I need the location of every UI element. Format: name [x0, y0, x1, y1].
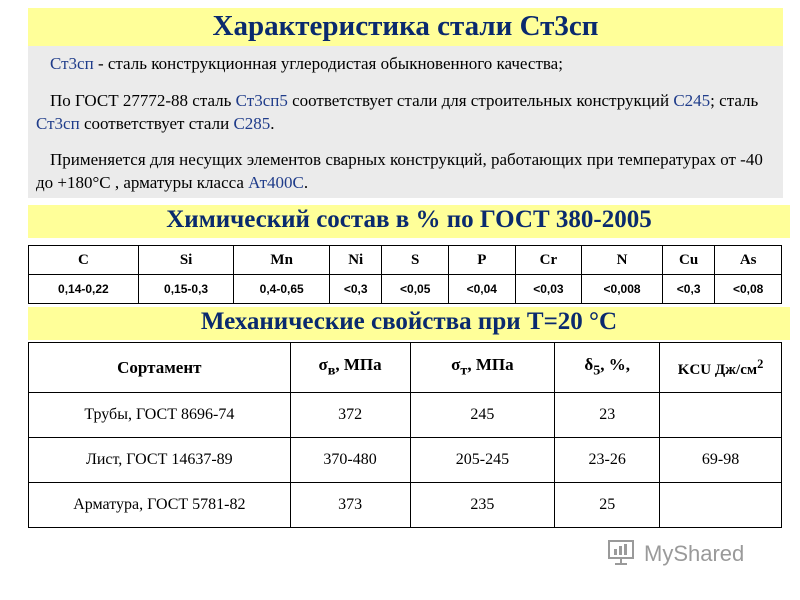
- header-cell-yield-strength: $\sigma_т$, МПа: [410, 343, 555, 393]
- cell: 370-480: [290, 438, 410, 483]
- header-cell: Si: [138, 246, 234, 275]
- header-cell-impact-strength: KCU $Дж/см^2$: [660, 343, 782, 393]
- description-paragraph-3: Применяется для несущих элементов сварных конструкций, работающих при температурах от -40 до +180°С , арматуры класса Ат400С.: [36, 150, 763, 192]
- steel-grade-name: Ст3сп: [50, 54, 94, 73]
- table-row: [29, 438, 782, 483]
- header-cell-tensile-strength: $\sigma_в$, МПа: [290, 343, 410, 393]
- value-cell: <0,04: [449, 275, 516, 304]
- header-cell: Mn: [234, 246, 330, 275]
- mechanical-properties-table: [28, 342, 782, 528]
- table-header-row: [29, 246, 782, 275]
- cell: Арматура, ГОСТ 5781-82: [29, 483, 291, 528]
- value-cell: <0,08: [715, 275, 782, 304]
- description-paragraph-2: По ГОСТ 27772-88 сталь Ст3сп5 соответствует стали для строительных конструкций С245; сталь Ст3сп соответствует стали С285.: [36, 91, 759, 133]
- cell: 23: [555, 393, 660, 438]
- header-cell: Cu: [662, 246, 714, 275]
- title-bar: [28, 8, 783, 46]
- value-cell: <0,3: [662, 275, 714, 304]
- value-cell: <0,3: [329, 275, 381, 304]
- cell: [660, 393, 782, 438]
- value-cell: <0,03: [515, 275, 582, 304]
- cell: Трубы, ГОСТ 8696-74: [29, 393, 291, 438]
- header-cell: S: [382, 246, 449, 275]
- table-row: [29, 393, 782, 438]
- presentation-icon: [606, 538, 636, 566]
- table-header-row: [29, 343, 782, 393]
- mechanical-properties-heading: Механические свойства при Т=20 °С: [28, 307, 790, 340]
- table-row: [29, 275, 782, 304]
- cell: 25: [555, 483, 660, 528]
- cell: 205-245: [410, 438, 555, 483]
- value-cell: 0,15-0,3: [138, 275, 234, 304]
- cell: Лист, ГОСТ 14637-89: [29, 438, 291, 483]
- value-cell: 0,4-0,65: [234, 275, 330, 304]
- header-cell-assortment: Сортамент: [29, 343, 291, 393]
- page-title: Характеристика стали Ст3сп: [212, 10, 599, 42]
- header-cell: N: [582, 246, 663, 275]
- cell: [660, 483, 782, 528]
- header-cell: C: [29, 246, 139, 275]
- header-cell: As: [715, 246, 782, 275]
- value-cell: <0,008: [582, 275, 663, 304]
- header-cell-elongation: $\delta_5$, %,: [555, 343, 660, 393]
- description-paragraph-1: Ст3сп - сталь конструкционная углеродистая обыкновенного качества;: [50, 54, 563, 73]
- watermark-text: MyShared: [644, 541, 745, 566]
- header-cell: Cr: [515, 246, 582, 275]
- chemical-composition-heading: Химический состав в % по ГОСТ 380-2005: [28, 205, 790, 238]
- table-row: [29, 483, 782, 528]
- header-cell: P: [449, 246, 516, 275]
- header-cell: Ni: [329, 246, 381, 275]
- chemical-composition-table: [28, 245, 782, 304]
- cell: 69-98: [660, 438, 782, 483]
- cell: 245: [410, 393, 555, 438]
- cell: 373: [290, 483, 410, 528]
- cell: 372: [290, 393, 410, 438]
- watermark: [606, 535, 766, 575]
- description-panel: [28, 46, 783, 198]
- cell: 235: [410, 483, 555, 528]
- value-cell: 0,14-0,22: [29, 275, 139, 304]
- value-cell: <0,05: [382, 275, 449, 304]
- cell: 23-26: [555, 438, 660, 483]
